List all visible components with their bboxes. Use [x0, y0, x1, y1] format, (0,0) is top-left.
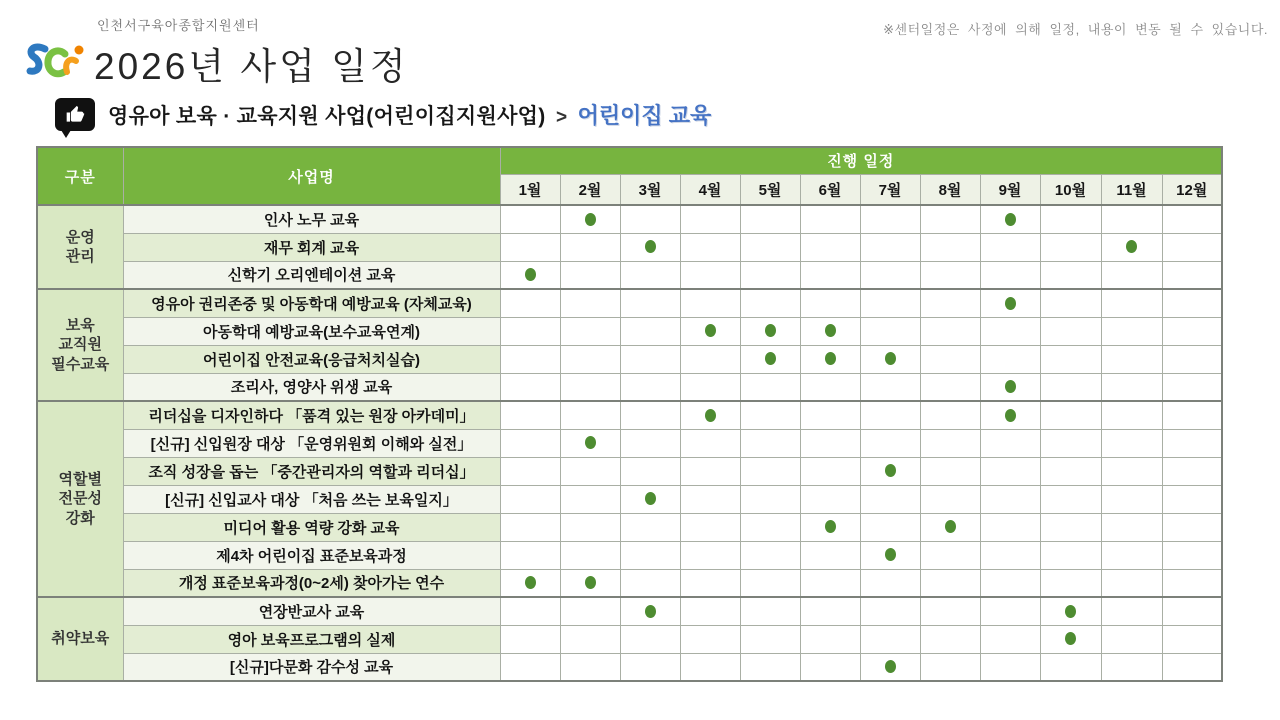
- month-cell: [1162, 289, 1222, 317]
- month-cell: [920, 373, 980, 401]
- month-cell: [980, 653, 1040, 681]
- month-cell: [920, 541, 980, 569]
- month-cell: [1162, 597, 1222, 625]
- month-cell: [1040, 597, 1101, 625]
- schedule-table: [36, 146, 1223, 682]
- month-cell: [1101, 541, 1162, 569]
- month-cell: [1162, 401, 1222, 429]
- program-name-cell: 어린이집 안전교육(응급처치실습): [123, 345, 500, 373]
- month-cell: [920, 233, 980, 261]
- month-cell: [1040, 625, 1101, 653]
- month-cell: [800, 513, 860, 541]
- program-name-cell: 개정 표준보육과정(0~2세) 찾아가는 연수: [123, 569, 500, 597]
- month-cell: [740, 625, 800, 653]
- month-cell: [500, 625, 560, 653]
- month-cell: [620, 653, 680, 681]
- month-cell: [1040, 569, 1101, 597]
- month-cell: [980, 345, 1040, 373]
- month-cell: [860, 429, 920, 457]
- month-cell: [500, 569, 560, 597]
- month-cell: [560, 653, 620, 681]
- month-cell: [860, 485, 920, 513]
- month-cell: [620, 317, 680, 345]
- month-cell: [980, 625, 1040, 653]
- month-cell: [560, 597, 620, 625]
- program-name-cell: 영아 보육프로그램의 실제: [123, 625, 500, 653]
- month-cell: [620, 541, 680, 569]
- month-cell: [920, 513, 980, 541]
- month-cell: [680, 429, 740, 457]
- month-cell: [980, 429, 1040, 457]
- month-cell: [980, 401, 1040, 429]
- program-name-cell: [신규] 신입원장 대상 「운영위원회 이해와 실전」: [123, 429, 500, 457]
- month-cell: [1162, 429, 1222, 457]
- schedule-dot: [885, 660, 896, 673]
- month-cell: [620, 345, 680, 373]
- month-cell: [920, 485, 980, 513]
- month-cell: [500, 317, 560, 345]
- schedule-dot: [585, 213, 596, 226]
- table-row: [37, 597, 1222, 625]
- schedule-dot: [645, 492, 656, 505]
- month-cell: [800, 485, 860, 513]
- month-header: 7월: [860, 174, 920, 205]
- table-row: [37, 653, 1222, 681]
- month-cell: [800, 373, 860, 401]
- program-name-cell: 재무 회계 교육: [123, 233, 500, 261]
- month-header: 2월: [560, 174, 620, 205]
- month-cell: [1162, 653, 1222, 681]
- month-cell: [740, 345, 800, 373]
- schedule-dot: [1065, 605, 1076, 618]
- month-cell: [1162, 345, 1222, 373]
- month-cell: [980, 205, 1040, 233]
- program-name-cell: 인사 노무 교육: [123, 205, 500, 233]
- month-cell: [680, 345, 740, 373]
- month-cell: [1040, 289, 1101, 317]
- program-name-cell: 아동학대 예방교육(보수교육연계): [123, 317, 500, 345]
- center-logo-icon: [23, 40, 89, 91]
- month-cell: [680, 597, 740, 625]
- month-cell: [740, 653, 800, 681]
- month-cell: [920, 345, 980, 373]
- month-cell: [1101, 317, 1162, 345]
- table-row: [37, 317, 1222, 345]
- schedule-dot: [525, 268, 536, 281]
- month-cell: [560, 485, 620, 513]
- month-cell: [500, 205, 560, 233]
- month-cell: [680, 317, 740, 345]
- schedule-dot: [825, 324, 836, 337]
- disclaimer-text: ※센터일정은 사정에 의해 일정, 내용이 변동 될 수 있습니다.: [883, 22, 1268, 37]
- month-cell: [500, 513, 560, 541]
- month-cell: [860, 569, 920, 597]
- month-cell: [860, 317, 920, 345]
- month-cell: [500, 401, 560, 429]
- category-cell: 보육 교직원 필수교육: [37, 289, 123, 401]
- month-cell: [980, 513, 1040, 541]
- schedule-dot: [1005, 213, 1016, 226]
- month-cell: [1101, 569, 1162, 597]
- month-cell: [560, 205, 620, 233]
- month-cell: [560, 569, 620, 597]
- month-cell: [980, 569, 1040, 597]
- section-heading: [55, 98, 711, 131]
- month-cell: [860, 597, 920, 625]
- month-cell: [500, 541, 560, 569]
- program-name-cell: 조직 성장을 돕는 「중간관리자의 역할과 리더십」: [123, 457, 500, 485]
- month-cell: [500, 289, 560, 317]
- schedule-dot: [885, 548, 896, 561]
- month-cell: [560, 457, 620, 485]
- month-cell: [740, 541, 800, 569]
- month-cell: [740, 261, 800, 289]
- month-cell: [860, 345, 920, 373]
- month-cell: [800, 457, 860, 485]
- month-cell: [680, 457, 740, 485]
- program-name-cell: 미디어 활용 역량 강화 교육: [123, 513, 500, 541]
- month-cell: [980, 233, 1040, 261]
- month-cell: [1040, 233, 1101, 261]
- month-cell: [1040, 429, 1101, 457]
- month-cell: [920, 653, 980, 681]
- program-name-cell: 연장반교사 교육: [123, 597, 500, 625]
- month-cell: [1040, 401, 1101, 429]
- month-cell: [800, 401, 860, 429]
- column-header-schedule: 진행 일정: [500, 147, 1222, 174]
- schedule-dot: [705, 409, 716, 422]
- table-row: [37, 401, 1222, 429]
- table-row: [37, 233, 1222, 261]
- month-cell: [980, 373, 1040, 401]
- month-cell: [500, 597, 560, 625]
- month-cell: [560, 373, 620, 401]
- month-cell: [1101, 345, 1162, 373]
- month-cell: [800, 345, 860, 373]
- table-row: [37, 373, 1222, 401]
- month-cell: [1162, 457, 1222, 485]
- program-name-cell: [신규] 신입교사 대상 「처음 쓰는 보육일지」: [123, 485, 500, 513]
- schedule-dot: [825, 520, 836, 533]
- category-cell: 운영 관리: [37, 205, 123, 289]
- month-cell: [980, 485, 1040, 513]
- month-header: 9월: [980, 174, 1040, 205]
- table-row: [37, 541, 1222, 569]
- month-cell: [1101, 205, 1162, 233]
- month-cell: [680, 373, 740, 401]
- month-cell: [560, 345, 620, 373]
- month-cell: [1101, 485, 1162, 513]
- month-header: 4월: [680, 174, 740, 205]
- month-cell: [680, 569, 740, 597]
- thumbs-up-icon: [65, 105, 85, 125]
- month-cell: [740, 233, 800, 261]
- month-cell: [500, 261, 560, 289]
- month-cell: [800, 625, 860, 653]
- month-cell: [560, 401, 620, 429]
- month-cell: [1162, 541, 1222, 569]
- month-cell: [680, 401, 740, 429]
- month-cell: [1101, 261, 1162, 289]
- month-cell: [740, 485, 800, 513]
- month-cell: [860, 261, 920, 289]
- schedule-dot: [1005, 297, 1016, 310]
- month-cell: [560, 261, 620, 289]
- table-row: [37, 205, 1222, 233]
- month-cell: [920, 261, 980, 289]
- month-cell: [980, 541, 1040, 569]
- month-cell: [1040, 317, 1101, 345]
- program-name-cell: 신학기 오리엔테이션 교육: [123, 261, 500, 289]
- month-cell: [620, 569, 680, 597]
- category-cell: 역할별 전문성 강화: [37, 401, 123, 597]
- month-cell: [800, 233, 860, 261]
- month-cell: [980, 289, 1040, 317]
- month-header: 6월: [800, 174, 860, 205]
- schedule-table-body: [37, 205, 1222, 681]
- month-cell: [800, 205, 860, 233]
- month-cell: [1040, 653, 1101, 681]
- month-cell: [920, 317, 980, 345]
- month-cell: [920, 569, 980, 597]
- month-cell: [560, 289, 620, 317]
- category-cell: 취약보육: [37, 597, 123, 681]
- org-name: 인천서구육아종합지원센터: [97, 18, 260, 33]
- schedule-dot: [645, 240, 656, 253]
- month-cell: [980, 457, 1040, 485]
- month-cell: [740, 569, 800, 597]
- month-cell: [860, 625, 920, 653]
- month-cell: [860, 289, 920, 317]
- month-cell: [1162, 625, 1222, 653]
- month-cell: [740, 457, 800, 485]
- header-row-top: [37, 147, 1222, 174]
- month-cell: [1162, 317, 1222, 345]
- month-cell: [740, 205, 800, 233]
- month-cell: [620, 485, 680, 513]
- month-cell: [680, 625, 740, 653]
- month-cell: [920, 457, 980, 485]
- month-cell: [740, 513, 800, 541]
- month-cell: [620, 373, 680, 401]
- program-name-cell: 조리사, 영양사 위생 교육: [123, 373, 500, 401]
- month-cell: [560, 317, 620, 345]
- month-cell: [1162, 485, 1222, 513]
- month-cell: [680, 205, 740, 233]
- month-cell: [1162, 261, 1222, 289]
- month-cell: [620, 205, 680, 233]
- month-cell: [1101, 457, 1162, 485]
- program-name-cell: 리더십을 디자인하다 「품격 있는 원장 아카데미」: [123, 401, 500, 429]
- month-cell: [680, 513, 740, 541]
- month-cell: [800, 261, 860, 289]
- month-cell: [800, 429, 860, 457]
- month-cell: [1162, 569, 1222, 597]
- month-cell: [1101, 373, 1162, 401]
- month-cell: [800, 541, 860, 569]
- month-cell: [620, 597, 680, 625]
- schedule-dot: [585, 436, 596, 449]
- month-cell: [620, 457, 680, 485]
- month-cell: [1101, 233, 1162, 261]
- month-cell: [500, 429, 560, 457]
- month-header: 1월: [500, 174, 560, 205]
- month-cell: [620, 401, 680, 429]
- thumbs-up-bubble-icon: [55, 98, 95, 131]
- month-cell: [800, 317, 860, 345]
- schedule-dot: [885, 352, 896, 365]
- month-cell: [860, 233, 920, 261]
- month-header: 10월: [1040, 174, 1101, 205]
- month-cell: [1162, 205, 1222, 233]
- month-cell: [1101, 513, 1162, 541]
- month-cell: [980, 317, 1040, 345]
- table-row: [37, 345, 1222, 373]
- month-cell: [860, 541, 920, 569]
- month-cell: [500, 345, 560, 373]
- month-cell: [920, 625, 980, 653]
- table-row: [37, 457, 1222, 485]
- schedule-dot: [885, 464, 896, 477]
- month-cell: [1101, 625, 1162, 653]
- month-cell: [1162, 373, 1222, 401]
- column-header-program: 사업명: [123, 147, 500, 205]
- schedule-dot: [525, 576, 536, 589]
- month-cell: [800, 289, 860, 317]
- month-header: 12월: [1162, 174, 1222, 205]
- month-cell: [1162, 513, 1222, 541]
- month-cell: [920, 205, 980, 233]
- month-cell: [1040, 541, 1101, 569]
- page-title: 2026년 사업 일정: [94, 46, 409, 87]
- table-row: [37, 289, 1222, 317]
- month-cell: [980, 261, 1040, 289]
- table-row: [37, 261, 1222, 289]
- month-cell: [860, 373, 920, 401]
- month-cell: [560, 541, 620, 569]
- month-cell: [1101, 289, 1162, 317]
- month-cell: [500, 457, 560, 485]
- month-cell: [620, 429, 680, 457]
- month-cell: [860, 205, 920, 233]
- schedule-dot: [1126, 240, 1137, 253]
- table-row: [37, 429, 1222, 457]
- month-cell: [740, 401, 800, 429]
- breadcrumb-separator: >: [556, 107, 568, 128]
- schedule-dot: [705, 324, 716, 337]
- month-cell: [680, 541, 740, 569]
- month-cell: [620, 261, 680, 289]
- schedule-dot: [1065, 632, 1076, 645]
- schedule-dot: [945, 520, 956, 533]
- month-cell: [920, 597, 980, 625]
- schedule-dot: [1005, 409, 1016, 422]
- month-cell: [560, 429, 620, 457]
- month-cell: [860, 653, 920, 681]
- month-cell: [1101, 401, 1162, 429]
- schedule-dot: [765, 324, 776, 337]
- month-cell: [1040, 373, 1101, 401]
- month-cell: [740, 373, 800, 401]
- month-header: 5월: [740, 174, 800, 205]
- month-cell: [680, 261, 740, 289]
- month-cell: [800, 653, 860, 681]
- month-cell: [1040, 485, 1101, 513]
- month-cell: [560, 233, 620, 261]
- month-cell: [860, 401, 920, 429]
- month-cell: [500, 653, 560, 681]
- month-cell: [860, 513, 920, 541]
- month-cell: [560, 513, 620, 541]
- month-cell: [740, 429, 800, 457]
- column-header-category: 구분: [37, 147, 123, 205]
- schedule-dot: [825, 352, 836, 365]
- month-cell: [740, 597, 800, 625]
- month-cell: [1101, 597, 1162, 625]
- month-cell: [920, 429, 980, 457]
- logo-svg: [23, 40, 89, 86]
- month-cell: [1101, 429, 1162, 457]
- month-cell: [1162, 233, 1222, 261]
- month-cell: [1040, 261, 1101, 289]
- month-cell: [620, 513, 680, 541]
- schedule-dot: [645, 605, 656, 618]
- table-row: [37, 625, 1222, 653]
- month-cell: [800, 569, 860, 597]
- month-cell: [860, 457, 920, 485]
- month-header: 11월: [1101, 174, 1162, 205]
- section-title: 영유아 보육 · 교육지원 사업(어린이집지원사업): [108, 105, 546, 128]
- month-cell: [920, 401, 980, 429]
- month-cell: [1040, 457, 1101, 485]
- month-cell: [680, 233, 740, 261]
- month-cell: [680, 485, 740, 513]
- month-cell: [1040, 513, 1101, 541]
- month-cell: [620, 289, 680, 317]
- program-name-cell: 영유아 권리존중 및 아동학대 예방교육 (자체교육): [123, 289, 500, 317]
- month-cell: [500, 485, 560, 513]
- month-cell: [500, 233, 560, 261]
- month-cell: [620, 625, 680, 653]
- month-cell: [920, 289, 980, 317]
- month-cell: [740, 289, 800, 317]
- month-header: 8월: [920, 174, 980, 205]
- schedule-dot: [585, 576, 596, 589]
- month-cell: [740, 317, 800, 345]
- schedule-dot: [1005, 380, 1016, 393]
- month-cell: [500, 373, 560, 401]
- month-cell: [680, 289, 740, 317]
- month-cell: [620, 233, 680, 261]
- month-cell: [980, 597, 1040, 625]
- section-highlight: 어린이집 교육: [577, 103, 712, 128]
- month-cell: [560, 625, 620, 653]
- month-cell: [1101, 653, 1162, 681]
- month-cell: [1040, 345, 1101, 373]
- month-cell: [680, 653, 740, 681]
- month-cell: [1040, 205, 1101, 233]
- table-row: [37, 569, 1222, 597]
- month-cell: [800, 597, 860, 625]
- table-row: [37, 513, 1222, 541]
- program-name-cell: 제4차 어린이집 표준보육과정: [123, 541, 500, 569]
- schedule-dot: [765, 352, 776, 365]
- table-row: [37, 485, 1222, 513]
- program-name-cell: [신규]다문화 감수성 교육: [123, 653, 500, 681]
- month-header: 3월: [620, 174, 680, 205]
